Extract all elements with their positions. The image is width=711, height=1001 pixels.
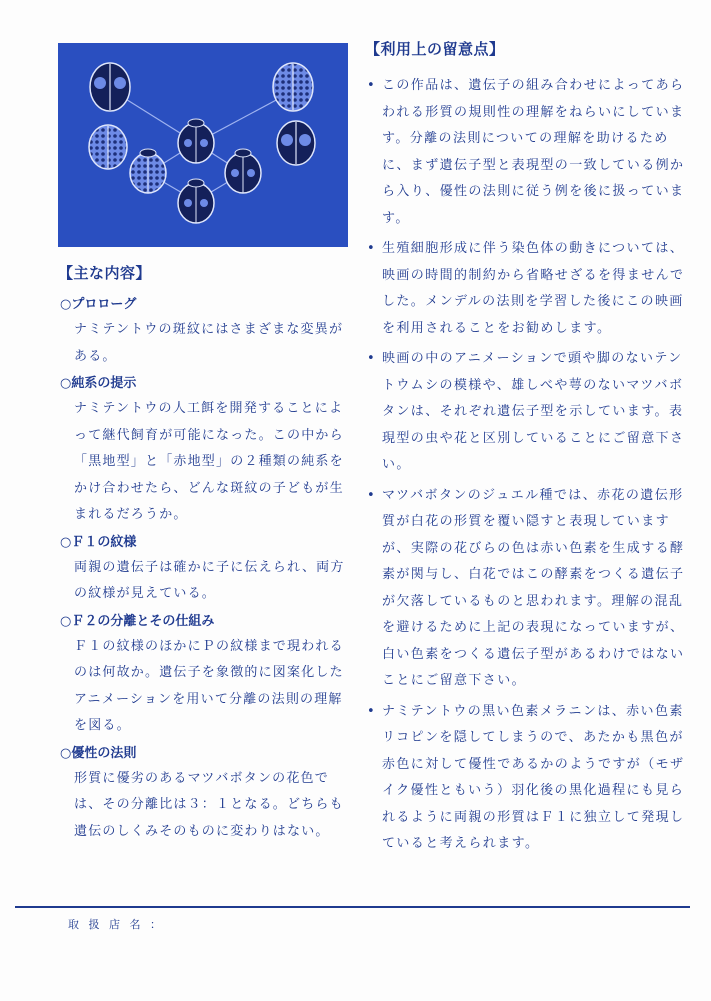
item-title: ○Ｆ１の紋様 <box>60 534 137 550</box>
note-bullet: • ナミテントウの黒い色素メラニンは、赤い色素リコピンを隠してしまうので、あたかも黒色が赤色に対して優性であるかのようですが（モザイク優性ともいう）羽化後の黒化過程にも見られるように両親の形質はＦ１に独立して発現していると考えられます。 <box>365 699 690 858</box>
item-body: ナミテントウの人工餌を開発することによって継代飼育が可能になった。この中から「黒地型」と「赤地型」の２種類の純系をかけ合わせたら、どんな斑紋の子どもが生まれるだろうか。 <box>74 401 344 522</box>
content-item <box>58 293 348 370</box>
item-body: 両親の遺伝子は確かに子に伝えられ、両方の紋様が見えている。 <box>74 559 345 601</box>
content-item <box>58 531 348 608</box>
item-body: ナミテントウの斑紋にはさまざまな変異がある。 <box>74 322 344 364</box>
content-item <box>58 610 348 740</box>
ladybug-diagram <box>58 43 348 247</box>
item-body: Ｆ１の紋様のほかにＰの紋様まで現われるのは何故か。遺伝子を象徴的に図案化したアニメーションを用いて分離の法則の理解を図る。 <box>74 638 344 733</box>
note-bullet: • この作品は、遺伝子の組み合わせによってあらわれる形質の規則性の理解をねらいにしています。分離の法則についての理解を助けるために、まず遺伝子型と表現型の一致している例から入り、優性の法則に従う例を後に扱っています。 <box>365 73 690 232</box>
content-item <box>58 742 348 846</box>
item-title: ○純系の提示 <box>60 376 137 391</box>
item-title: ○優性の法則 <box>60 745 137 761</box>
content-item <box>58 372 348 529</box>
note-bullet: • マツバボタンのジュエル種では、赤花の遺伝形質が白花の形質を覆い隠すと表現していますが、実際の花びらの色は赤い色素を生成する酵素が関与し、白花ではこの酵素をつくる遺伝子が欠落しているものと思われます。理解の混乱を避けるために上記の表現になっていますが、白い色素をつくる遺伝子型があるわけではないことにご留意下さい。 <box>365 483 690 695</box>
item-body: 形質に優劣のあるマツバボタンの花色では、その分離比は３：１となる。どちらも遺伝のしくみそのものに変わりはない。 <box>74 770 344 839</box>
red-type-parent-icon <box>273 63 313 111</box>
note-bullet: • 生殖細胞形成に伴う染色体の動きについては、映画の時間的制約から省略せざるを得ませんでした。メンデルの法則を学習した後にこの映画を利用されることをお勧めします。 <box>365 236 690 342</box>
main-contents-heading: 【主な内容】 <box>58 264 152 282</box>
ladybug-genetics-figure <box>58 43 348 247</box>
main-contents-section <box>58 262 348 847</box>
f2-ladybug-hetero-icon <box>178 179 214 223</box>
item-title: ○Ｆ２の分離とその仕組み <box>60 613 215 629</box>
note-bullet: • 映画の中のアニメーションで頭や脚のないテントウムシの模様や、雄しべや萼のないマツバボタンは、それぞれ遺伝子型を示しています。表現型の虫や花と区別していることにご留意下さい。 <box>365 346 690 479</box>
f2-ladybug-spotted-icon <box>130 149 166 193</box>
item-title: ○プロローグ <box>60 297 137 312</box>
usage-notes-heading: 【利用上の留意点】 <box>365 40 505 58</box>
f2-ladybug-black-icon <box>225 149 261 193</box>
black-type-parent-icon <box>90 63 130 111</box>
footer-divider <box>15 906 690 908</box>
shop-name-label: 取 扱 店 名 ： <box>68 918 164 931</box>
usage-notes-section <box>365 38 690 862</box>
f1-ladybug-icon <box>178 119 214 163</box>
